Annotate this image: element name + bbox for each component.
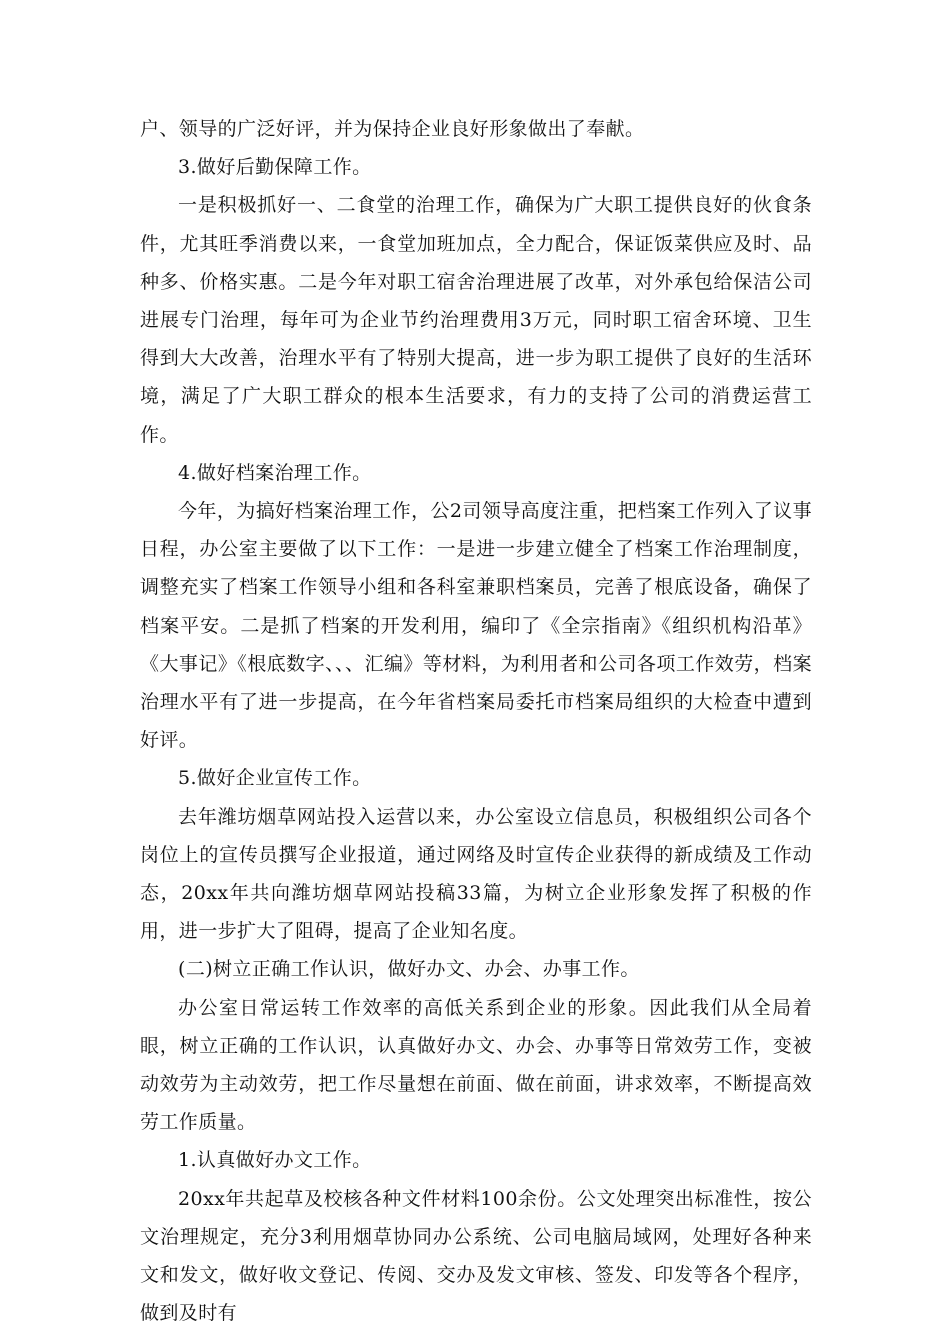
paragraph-archives: 今年，为搞好档案治理工作，公2司领导高度注重，把档案工作列入了议事日程，办公室主要做了以下工作：一是进一步建立健全了档案工作治理制度，调整充实了档案工作领导小组和各科室兼职档案员，完善了根底设备，确保了档案平安。二是抓了档案的开发利用，编印了《全宗指南》《组织机构沿革》《大事记》《根底数字、、、汇编》等材料，为利用者和公司各项工作效劳，档案治理水平有了进一步提高，在今年省档案局委托市档案局组织的大检查中遭到好评。 — [140, 500, 812, 752]
paragraph-section-two: 办公室日常运转工作效率的高低关系到企业的形象。因此我们从全局着眼，树立正确的工作认识，认真做好办文、办会、办事等日常效劳工作，变被动效劳为主动效劳，把工作尽量想在前面、做在前面，讲求效率，不断提高效劳工作质量。 — [140, 996, 812, 1134]
paragraph-logistics: 一是积极抓好一、二食堂的治理工作，确保为广大职工提供良好的伙食条件，尤其旺季消费以来，一食堂加班加点，全力配合，保证饭菜供应及时、品种多、价格实惠。二是今年对职工宿舍治理进展了改革，对外承包给保洁公司进展专门治理，每年可为企业节约治理费用3万元，同时职工宿舍环境、卫生得到大大改善，治理水平有了特别大提高，进一步为职工提供了良好的生活环境，满足了广大职工群众的根本生活要求，有力的支持了公司的消费运营工作。 — [140, 194, 812, 446]
paragraph-continuation: 户、领导的广泛好评，并为保持企业良好形象做出了奉献。 — [140, 118, 645, 140]
document-body — [140, 110, 812, 1333]
heading-documents: 1.认真做好办文工作。 — [178, 1149, 372, 1172]
heading-section-two: (二)树立正确工作认识，做好办文、办会、办事工作。 — [178, 958, 640, 981]
heading-logistics: 3.做好后勤保障工作。 — [178, 156, 372, 179]
heading-archives: 4.做好档案治理工作。 — [178, 461, 372, 484]
paragraph-documents: 20xx年共起草及校核各种文件材料100余份。公文处理突出标准性，按公文治理规定，充分3利用烟草协同办公系统、公司电脑局域网，处理好各种来文和发文，做好收文登记、传阅、交办及发文审核、签发、印发等各个程序，做到及时有 — [140, 1187, 812, 1325]
paragraph-publicity: 去年潍坊烟草网站投入运营以来，办公室设立信息员，积极组织公司各个岗位上的宣传员撰写企业报道，通过网络及时宣传企业获得的新成绩及工作动态，20xx年共向潍坊烟草网站投稿33篇，为树立企业形象发挥了积极的作用，进一步扩大了阻碍，提高了企业知名度。 — [140, 805, 812, 943]
heading-publicity: 5.做好企业宣传工作。 — [178, 767, 372, 790]
